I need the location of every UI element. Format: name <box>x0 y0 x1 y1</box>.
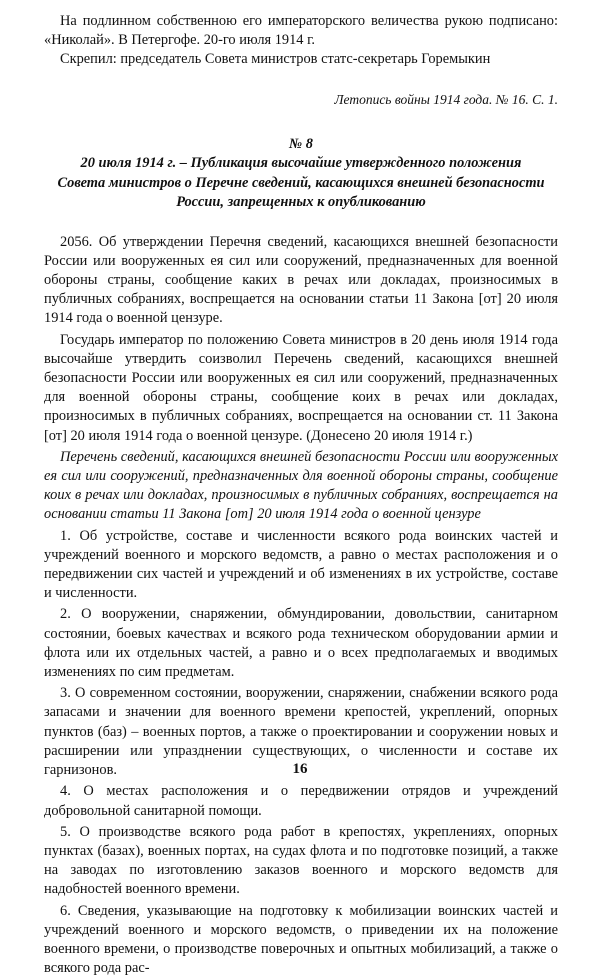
list-item-4: 4. О местах расположения и о передвижении отрядов и учреждений добровольной санитарной помощи. <box>44 783 558 819</box>
signature-block <box>44 12 558 70</box>
paragraph-intro: 2056. Об утверждении Перечня сведений, касающихся внешней безопасности России или вооруженных ея сил или сооружений, предназначенных для военной обороны страны, сообщение каких в речах или докладах, произносимых в публичных собраниях, воспрещается на основании статьи 11 Закона [от] 20 июля 1914 года о военной цензуре. <box>44 233 558 327</box>
document-body <box>44 233 558 979</box>
list-item-1: 1. Об устройстве, составе и численности всякого рода воинских частей и учреждений военного и морского ведомств, а равно о местах расположения и о передвижении сих частей и учреждений и об изменениях в их устройстве, составе и численности. <box>44 527 558 602</box>
countersign-note: Скрепил: председатель Совета министров статс-секретарь Горемыкин <box>60 51 491 68</box>
document-page <box>44 12 558 980</box>
document-heading <box>44 135 558 213</box>
paragraph-list-title: Перечень сведений, касающихся внешней безопасности России или вооруженных ея сил или сооружений, предназначенных для военной обороны страны, сообщение коих в речах или докладах, произносимых в публичных собраниях, воспрещается на основании статьи 11 Закона [от] 20 июля 1914 года о военной цензуре <box>44 448 558 523</box>
page-number: 16 <box>292 761 308 777</box>
list-item-5: 5. О производстве всякого рода работ в крепостях, укреплениях, опорных пунктах (базах), военных портах, на судах флота и по подготовке позиций, а также на заводах по изготовлению заказов военного и морского ведомств для надобностей военного времени. <box>44 823 558 898</box>
heading-line-2: Совета министров о Перечне сведений, касающихся внешней безопасности <box>57 174 545 191</box>
list-item-6: 6. Сведения, указывающие на подготовку к мобилизации воинских частей и учреждений военного и морского ведомств, о приведении их на положение военного времени, о производстве поверочных и опытных мобилизаций, а также о всякого рода рас- <box>44 902 558 977</box>
document-number: № 8 <box>289 135 313 152</box>
heading-line-1: 20 июля 1914 г. – Публикация высочайше утвержденного положения <box>80 155 522 172</box>
paragraph-approval: Государь император по положению Совета министров в 20 день июля 1914 года высочайше утвердить соизволил Перечень сведений, касающихся внешней безопасности России или вооруженных ея сил или сооружений, предназначенных для военной обороны страны, сообщение коих в речах или докладах, произносимых в публичных собраниях, воспрещается на основании ст. 11 Закона [от] 20 июля 1914 года о военной цензуре. (Донесено 20 июля 1914 г.) <box>44 331 558 444</box>
list-item-2: 2. О вооружении, снаряжении, обмундировании, довольствии, санитарном состоянии, боевых качествах и всякого рода техническом оборудовании армии и флота или их отдельных частей, а равно и о всех предполагаемых и вводимых изменениях по сим предметам. <box>44 606 558 681</box>
heading-line-3: России, запрещенных к опубликованию <box>176 194 426 211</box>
list-item-3: 3. О современном состоянии, вооружении, снаряжении, снабжении всякого рода запасами и значении для военного времени крепостей, укреплений, опорных пунктов (баз) – военных портов, а также о проектировании и сооружении новых и расширении или упразднении существующих, о численности и составе их гарнизонов. <box>44 685 558 779</box>
signature-note: На подлинном собственною его императорского величества рукою подписано: «Николай». В Петергофе. 20-го июля 1914 г. <box>44 13 558 49</box>
source-citation: Летопись войны 1914 года. № 16. С. 1. <box>334 91 558 107</box>
